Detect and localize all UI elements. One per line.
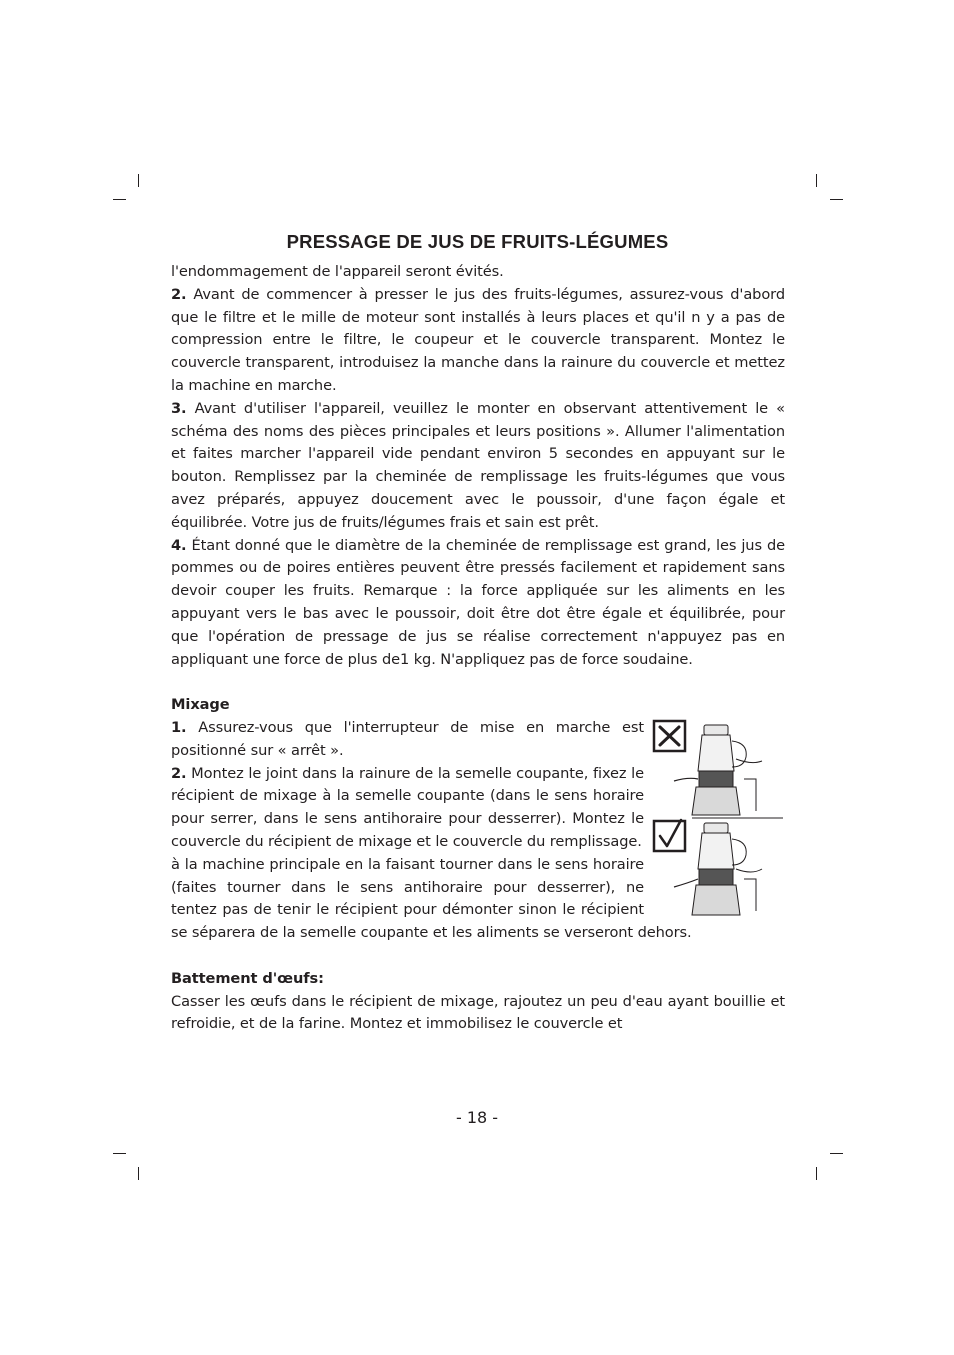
blender-illustration (674, 725, 762, 815)
section-heading-mixage: Mixage (171, 696, 230, 714)
battement-paragraph: Casser les œufs dans le récipient de mixage, rajoutez un peu d'eau ayant bouillie et refroidie, et de la farine. Montez et immobilisez le couvercle et (171, 992, 785, 1033)
blender-assembly-figure (652, 719, 785, 919)
check-box-icon (654, 820, 685, 851)
crop-mark (816, 174, 817, 187)
intro-paragraph: l'endommagement de l'appareil seront évités. (171, 263, 504, 280)
crop-mark (113, 1153, 126, 1154)
crop-mark (816, 1167, 817, 1180)
blender-illustration (674, 823, 762, 915)
page-title: PRESSAGE DE JUS DE FRUITS-LÉGUMES (286, 231, 669, 252)
section-heading-battement: Battement d'œufs: (171, 969, 324, 987)
main-content (171, 261, 785, 1036)
step-paragraph (171, 284, 785, 398)
crop-mark (830, 199, 843, 200)
step-number: 2. (171, 285, 187, 303)
step-number: 1. (171, 718, 187, 736)
step-text: Assurez-vous que l'interrupteur de mise en marche est positionné sur « arrêt ». (171, 718, 644, 759)
page-number: - 18 - (455, 1108, 499, 1127)
step-text: Étant donné que le diamètre de la cheminée de remplissage est grand, les jus de pommes ou de poires entières peuvent être pressés facilement et rapidement sans devoir couper les fruits. Remarque : la force appliquée sur les aliments en les appuyant vers le bas avec le poussoir, doit être dot être égale et équilibrée, pour que l'opération de pressage de jus se réalise correctement n'appuyez pas en appliquant une force de plus de1 kg. N'appliquez pas de force soudaine. (171, 536, 785, 668)
crop-mark (138, 1167, 139, 1180)
mixage-block (171, 717, 785, 945)
step-number: 2. (171, 764, 187, 782)
step-text: Avant d'utiliser l'appareil, veuillez le monter en observant attentivement le « schéma des noms des pièces principales et leurs positions ». Allumer l'alimentation et faites marcher l'appareil vide pendant environ 5 secondes en appuyant sur le bouton. Remplissez par la cheminée de remplissage les fruits-légumes que vous avez préparés, appuyez doucement avec le poussoir, d'une façon égale et équilibrée. Votre jus de fruits/légumes frais et sain est prêt. (171, 399, 785, 531)
crop-mark (138, 174, 139, 187)
step-text: Avant de commencer à presser le jus des fruits-légumes, assurez-vous d'abord que le filtre et le mille de moteur sont installés à leurs places et qu'il n y a pas de compression entre le filtre, le coupeur et le couvercle transparent. Montez le couvercle transparent, introduisez la manche dans la rainure du couvercle et mettez la machine en marche. (171, 285, 785, 394)
step-number: 4. (171, 536, 187, 554)
step-paragraph (171, 398, 785, 535)
x-box-icon (654, 721, 685, 751)
step-text: Montez le joint dans la rainure de la semelle coupante, fixez le récipient de mixage à la semelle coupante (dans le sens horaire pour serrer, dans le sens antihoraire pour desserrer). Montez le couvercle du récipient de mixage et le couvercle du remplissage. (171, 764, 644, 850)
continuation-paragraph: à la machine principale en la faisant tourner dans le sens horaire (faites tourner dans le sens antihoraire pour desserrer), ne tentez pas de tenir le récipient pour démonter sinon le récipient se séparera de la semelle coupante et les aliments se verseront dehors. (171, 855, 692, 942)
crop-mark (113, 199, 126, 200)
step-paragraph (171, 535, 785, 672)
step-number: 3. (171, 399, 187, 417)
crop-mark (830, 1153, 843, 1154)
